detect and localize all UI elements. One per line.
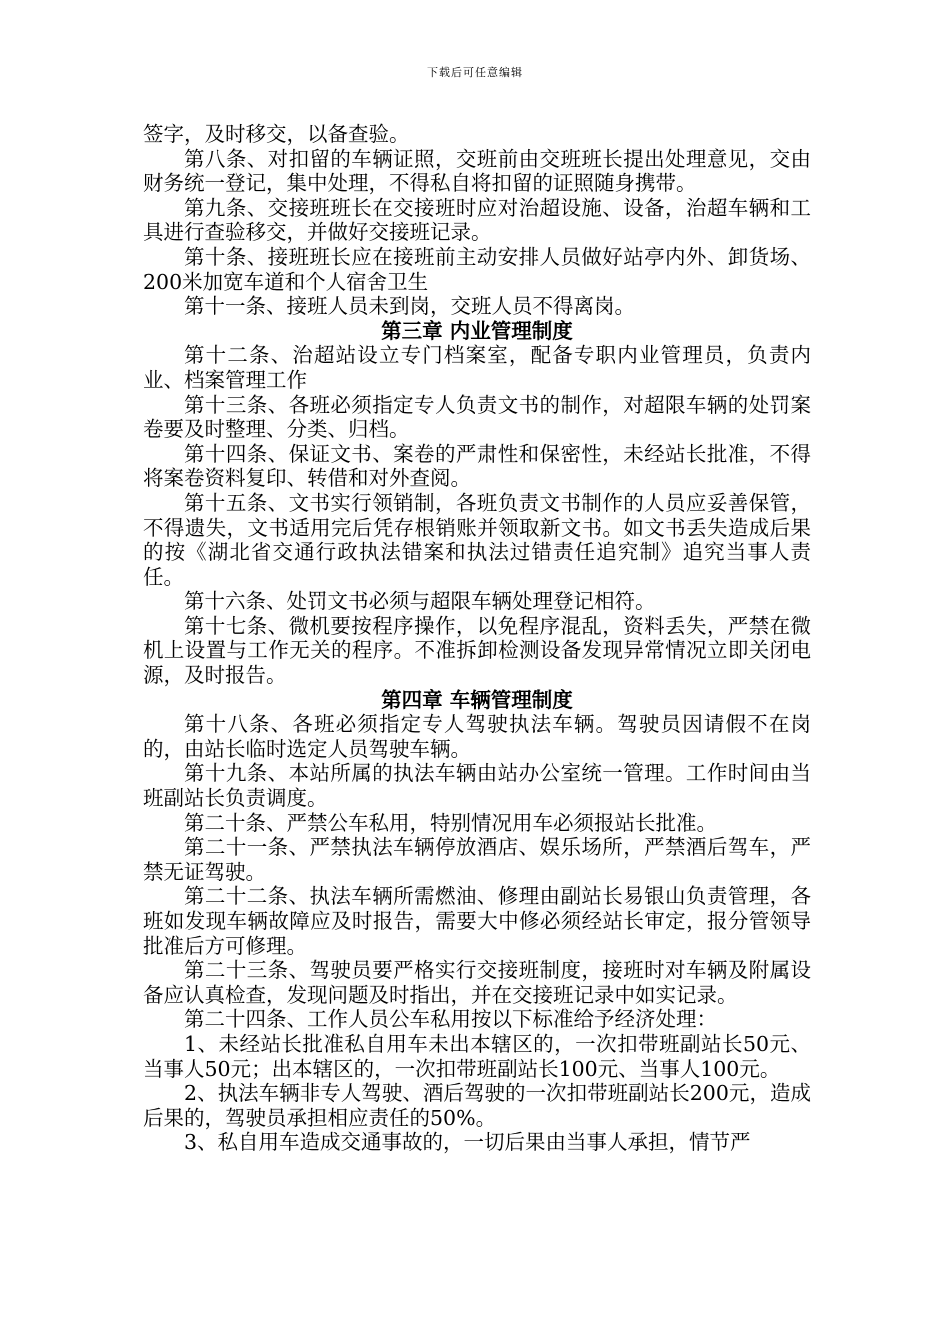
article-12: 第十二条、治超站设立专门档案室，配备专职内业管理员，负责内业、档案管理工作 (143, 343, 811, 392)
page-header-note: 下载后可任意编辑 (427, 66, 523, 79)
article-22: 第二十二条、执法车辆所需燃油、修理由副站长易银山负责管理，各班如发现车辆故障应及时报告，需要大中修必须经站长审定，报分管领导批准后方可修理。 (143, 884, 811, 958)
article-9: 第九条、交接班班长在交接班时应对治超设施、设备，治超车辆和工具进行查验移交，并做好交接班记录。 (143, 195, 811, 245)
list-item-2: 2、执法车辆非专人驾驶、酒后驾驶的一次扣带班副站长200元，造成后果的，驾驶员承担相应责任的50%。 (143, 1081, 811, 1130)
chapter-4-heading: 第四章 车辆管理制度 (381, 687, 573, 712)
article-10: 第十条、接班班长应在接班前主动安排人员做好站亭内外、卸货场、200米加宽车道和个人宿舍卫生 (143, 244, 811, 294)
article-23: 第二十三条、驾驶员要严格实行交接班制度，接班时对车辆及附属设备应认真检查，发现问题及时指出，并在交接班记录中如实记录。 (143, 958, 811, 1007)
document-body (143, 122, 811, 1155)
article-19: 第十九条、本站所属的执法车辆由站办公室统一管理。工作时间由当班副站长负责调度。 (143, 761, 811, 811)
list-item-1: 1、未经站长批准私自用车未出本辖区的，一次扣带班副站长50元、当事人50元；出本辖区的，一次扣带班副站长100元、当事人100元。 (143, 1031, 811, 1081)
article-24: 第二十四条、工作人员公车私用按以下标准给予经济处理： (184, 1007, 717, 1032)
chapter-3-heading: 第三章 内业管理制度 (381, 318, 573, 343)
article-8: 第八条、对扣留的车辆证照，交班前由交班班长提出处理意见，交由财务统一登记，集中处理，不得私自将扣留的证照随身携带。 (143, 146, 811, 196)
article-15: 第十五条、文书实行领销制，各班负责文书制作的人员应妥善保管，不得遗失，文书适用完后凭存根销账并领取新文书。如文书丢失造成后果的按《湖北省交通行政执法错案和执法过错责任追究制》追究当事人责任。 (143, 490, 811, 589)
article-18: 第十八条、各班必须指定专人驾驶执法车辆。驾驶员因请假不在岗的，由站长临时选定人员驾驶车辆。 (143, 712, 811, 761)
article-20: 第二十条、严禁公车私用，特别情况用车必须报站长批准。 (184, 810, 717, 835)
article-11: 第十一条、接班人员未到岗，交班人员不得离岗。 (184, 294, 635, 319)
article-16: 第十六条、处罚文书必须与超限车辆处理登记相符。 (184, 589, 656, 614)
paragraph: 签字，及时移交，以备查验。 (143, 122, 410, 146)
article-14: 第十四条、保证文书、案卷的严肃性和保密性，未经站长批准，不得将案卷资料复印、转借和对外查阅。 (143, 441, 811, 491)
list-item-3: 3、私自用车造成交通事故的，一切后果由当事人承担，情节严 (184, 1130, 751, 1155)
article-13: 第十三条、各班必须指定专人负责文书的制作，对超限车辆的处罚案卷要及时整理、分类、归档。 (143, 392, 811, 442)
article-21: 第二十一条、严禁执法车辆停放酒店、娱乐场所，严禁酒后驾车，严禁无证驾驶。 (143, 835, 811, 884)
article-17: 第十七条、微机要按程序操作，以免程序混乱，资料丢失，严禁在微机上设置与工作无关的程序。不准拆卸检测设备发现异常情况立即关闭电源，及时报告。 (143, 613, 811, 688)
